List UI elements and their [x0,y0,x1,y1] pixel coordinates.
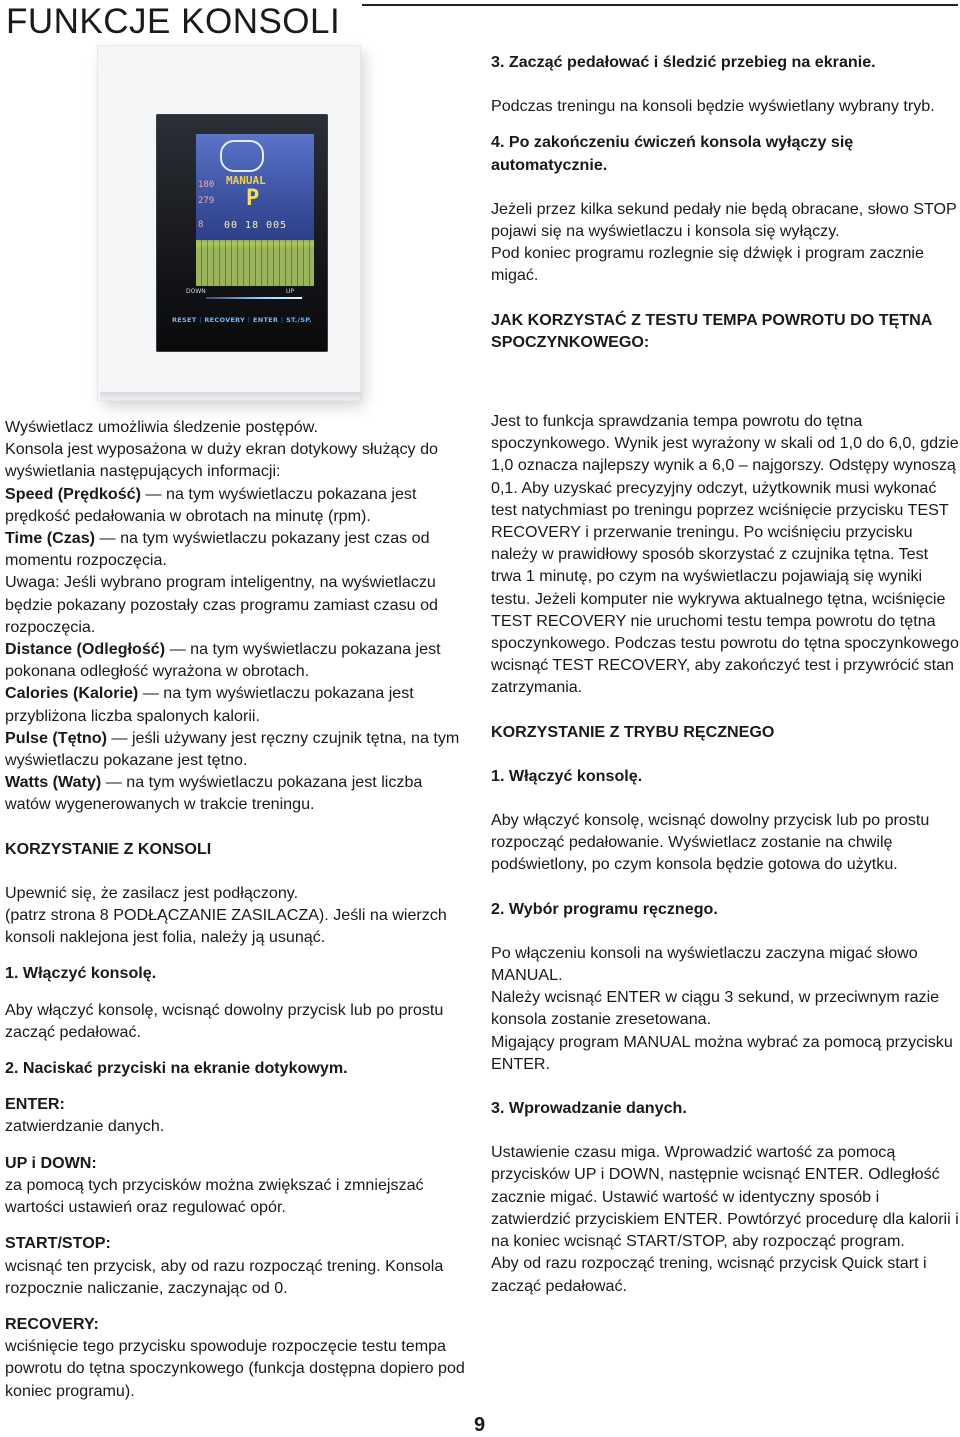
console-shadow [100,392,362,402]
slider-down-label: DOWN [186,288,206,295]
lcd-digits: 00 18 005 [224,220,288,231]
step1-text: Aby włączyć konsolę, wcisnąć dowolny przycisk lub po prostu zacząć pedałować. [5,1000,444,1041]
watts-item [5,771,471,815]
enter-text: zatwierdzanie danych. [5,1117,165,1136]
time-item [5,527,471,571]
speed-text: — na tym wyświetlaczu pokazana jest prędkość pedałowania w obrotach na minutę (rpm). [5,484,417,525]
m-step3-heading: 3. Wprowadzanie danych. [491,1099,687,1118]
right-top-column [491,51,957,353]
manual-heading: KORZYSTANIE Z TRYBU RĘCZNEGO [491,722,775,741]
startstop-text: wcisnąć ten przycisk, aby od razu rozpocząć trening. Konsola rozpocznie naliczanie, zaczynając od 0. [5,1256,444,1297]
m-step2-text1: Po włączeniu konsoli na wyświetlaczu zaczyna migać słowo MANUAL. [491,943,918,985]
m-step1-heading: 1. Włączyć konsolę. [491,766,643,785]
speed-item [5,483,471,527]
intro1: Wyświetlacz umożliwia śledzenie postępów. [5,418,318,436]
recovery-heading: JAK KORZYSTAĆ Z TESTU TEMPA POWROTU DO TĘTNA SPOCZYNKOWEGO: [491,310,932,351]
title-rule [362,4,958,6]
calories-text: — na tym wyświetlaczu pokazana jest przybliżona liczba spalonych kalorii. [5,684,414,725]
enter-label: ENTER: [5,1095,65,1114]
note: Uwaga: Jeśli wybrano program inteligentny, na wyświetlaczu będzie pokazany pozostały czas programu zamiast czasu od rozpoczęcia. [5,573,438,636]
distance-label: Distance (Odległość) [5,640,166,659]
distance-text: — na tym wyświetlaczu pokazana jest pokonana odległość wyrażona w obrotach. [5,640,441,681]
usage-text2: (patrz strona 8 PODŁĄCZANIE ZASILACZA). Jeśli na wierzch konsoli naklejona jest folia, należy ją usunąć. [5,906,447,947]
step4-text2: Pod koniec programu rozlegnie się dźwięk i program zacznie migać. [491,244,924,285]
recovery-label: RECOVERY: [5,1314,99,1333]
m-step1-text: Aby włączyć konsolę, wcisnąć dowolny przycisk lub po prostu rozpocząć pedałowanie. Wyświetlacz zostanie na chwilę podświetlony, po czym konsola będzie gotowa do użytku. [491,811,930,874]
lcd-profile-bars [196,240,314,286]
pulse-text: — jeśli używany jest ręczny czujnik tętna, na tym wyświetlaczu pokazane jest tętno. [5,728,460,770]
console-lcd-display [196,134,314,286]
calories-label: Calories (Kalorie) [5,684,139,703]
recovery-button: RECOVERY [204,316,246,324]
watts-label: Watts (Waty) [5,773,102,792]
time-text: — na tym wyświetlaczu pokazany jest czas od momentu rozpoczęcia. [5,529,430,570]
slider-up-label: UP [286,288,295,295]
pulse-label: Pulse (Tętno) [5,728,107,747]
intro2: Konsola jest wyposażona w duży ekran dotykowy służący do wyświetlania następujących informacji: [5,440,438,481]
watts-text: — na tym wyświetlaczu pokazana jest liczba watów wygenerowanych w trakcie treningu. [5,773,423,814]
m-step2-text2: Należy wcisnąć ENTER w ciągu 3 sekund, w przeciwnym razie konsola zostanie zresetowana. [491,988,940,1029]
step4-text1: Jeżeli przez kilka sekund pedały nie będą obracane, słowo STOP pojawi się na wyświetlaczu i konsola się wyłączy. [491,199,957,241]
bike-icon [220,140,264,172]
pulse-item [5,727,471,771]
time-label: Time (Czas) [5,529,96,548]
m-step3-text2: Aby od razu rozpocząć trening, wcisnąć przycisk Quick start i zacząć pedałować. [491,1254,927,1295]
lcd-row1: 180 [198,180,215,190]
updown-label: UP i DOWN: [5,1153,97,1172]
lcd-row2: 279 [198,196,215,206]
right-column [491,410,959,1297]
console-button-row: RESET | RECOVERY | ENTER | ST./SP. [172,316,312,324]
speed-label: Speed (Prędkość) [5,484,141,503]
calories-item [5,682,471,726]
resistance-slider [206,297,302,299]
enter-button: ENTER [252,316,279,324]
distance-item [5,638,471,682]
page-title: FUNKCJE KONSOLI [6,2,341,41]
start-stop-button: ST./SP. [286,316,312,324]
left-column [5,416,471,1402]
startstop-label: START/STOP: [5,1234,111,1253]
lcd-mode: MANUAL [226,174,266,187]
usage-text1: Upewnić się, że zasilacz jest podłączony. [5,883,299,902]
step1-heading: 1. Włączyć konsolę. [5,964,157,983]
step3-text: Podczas treningu na konsoli będzie wyświetlany wybrany tryb. [491,97,935,116]
recovery-text: wciśnięcie tego przycisku spowoduje rozpoczęcie testu tempa powrotu do tętna spoczynkowego (funkcja dostępna dopiero pod koniec programu). [5,1337,465,1400]
step3-heading: 3. Zacząć pedałować i śledzić przebieg na ekranie. [491,53,876,71]
recovery-description: Jest to funkcja sprawdzania tempa powrotu do tętna spoczynkowego. Wynik jest wyrażony w skali od 1,0 do 6,0, gdzie 1,0 oznacza najlepszy wynik a 6,0 – najgorszy. Odstępy wynoszą 0,1. Aby uzyskać precyzyjny odczyt, użytkownik musi wykonać test natychmiast po treningu poprzez wciśnięcie przycisku TEST RECOVERY i przerwanie treningu. Po wciśnięciu przycisku należy w prawidłowy sposób skorzystać z czujnika tętna. Test trwa 1 minutę, po czym na wyświetlaczu pojawiają się wyniki testu. Jeżeli komputer nie wykrywa aktualnego tętna, wciśnięcie TEST RECOVERY nie uruchomi testu tempa powrotu do tętna spoczynkowego. Podczas testu powrotu do tętna spoczynkowego wcisnąć TEST RECOVERY, aby zakończyć test i przywrócić stan zatrzymania. [491,412,959,697]
lcd-program: P [246,186,260,211]
step4-heading: 4. Po zakończeniu ćwiczeń konsola wyłączy się automatycznie. [491,133,854,174]
reset-button: RESET [172,316,197,324]
lcd-row3: 8 [198,220,204,230]
m-step2-text3: Migający program MANUAL można wybrać za pomocą przycisku ENTER. [491,1032,953,1073]
step2-heading: 2. Naciskać przyciski na ekranie dotykowym. [5,1059,348,1078]
page-number: 9 [474,1414,486,1436]
usage-heading: KORZYSTANIE Z KONSOLI [5,839,212,858]
updown-text: za pomocą tych przycisków można zwiększać i zmniejszać wartości ustawień oraz regulować opór. [5,1175,424,1217]
m-step3-text1: Ustawienie czasu miga. Wprowadzić wartość za pomocą przycisków UP i DOWN, następnie wcisnąć ENTER. Odległość zacznie migać. Ustawić wartość w identyczny sposób i zatwierdzić przyciskiem ENTER. Powtórzyć procedurę dla kalorii i na koniec wcisnąć START/STOP, aby rozpocząć program. [491,1143,959,1251]
m-step2-heading: 2. Wybór programu ręcznego. [491,899,718,918]
